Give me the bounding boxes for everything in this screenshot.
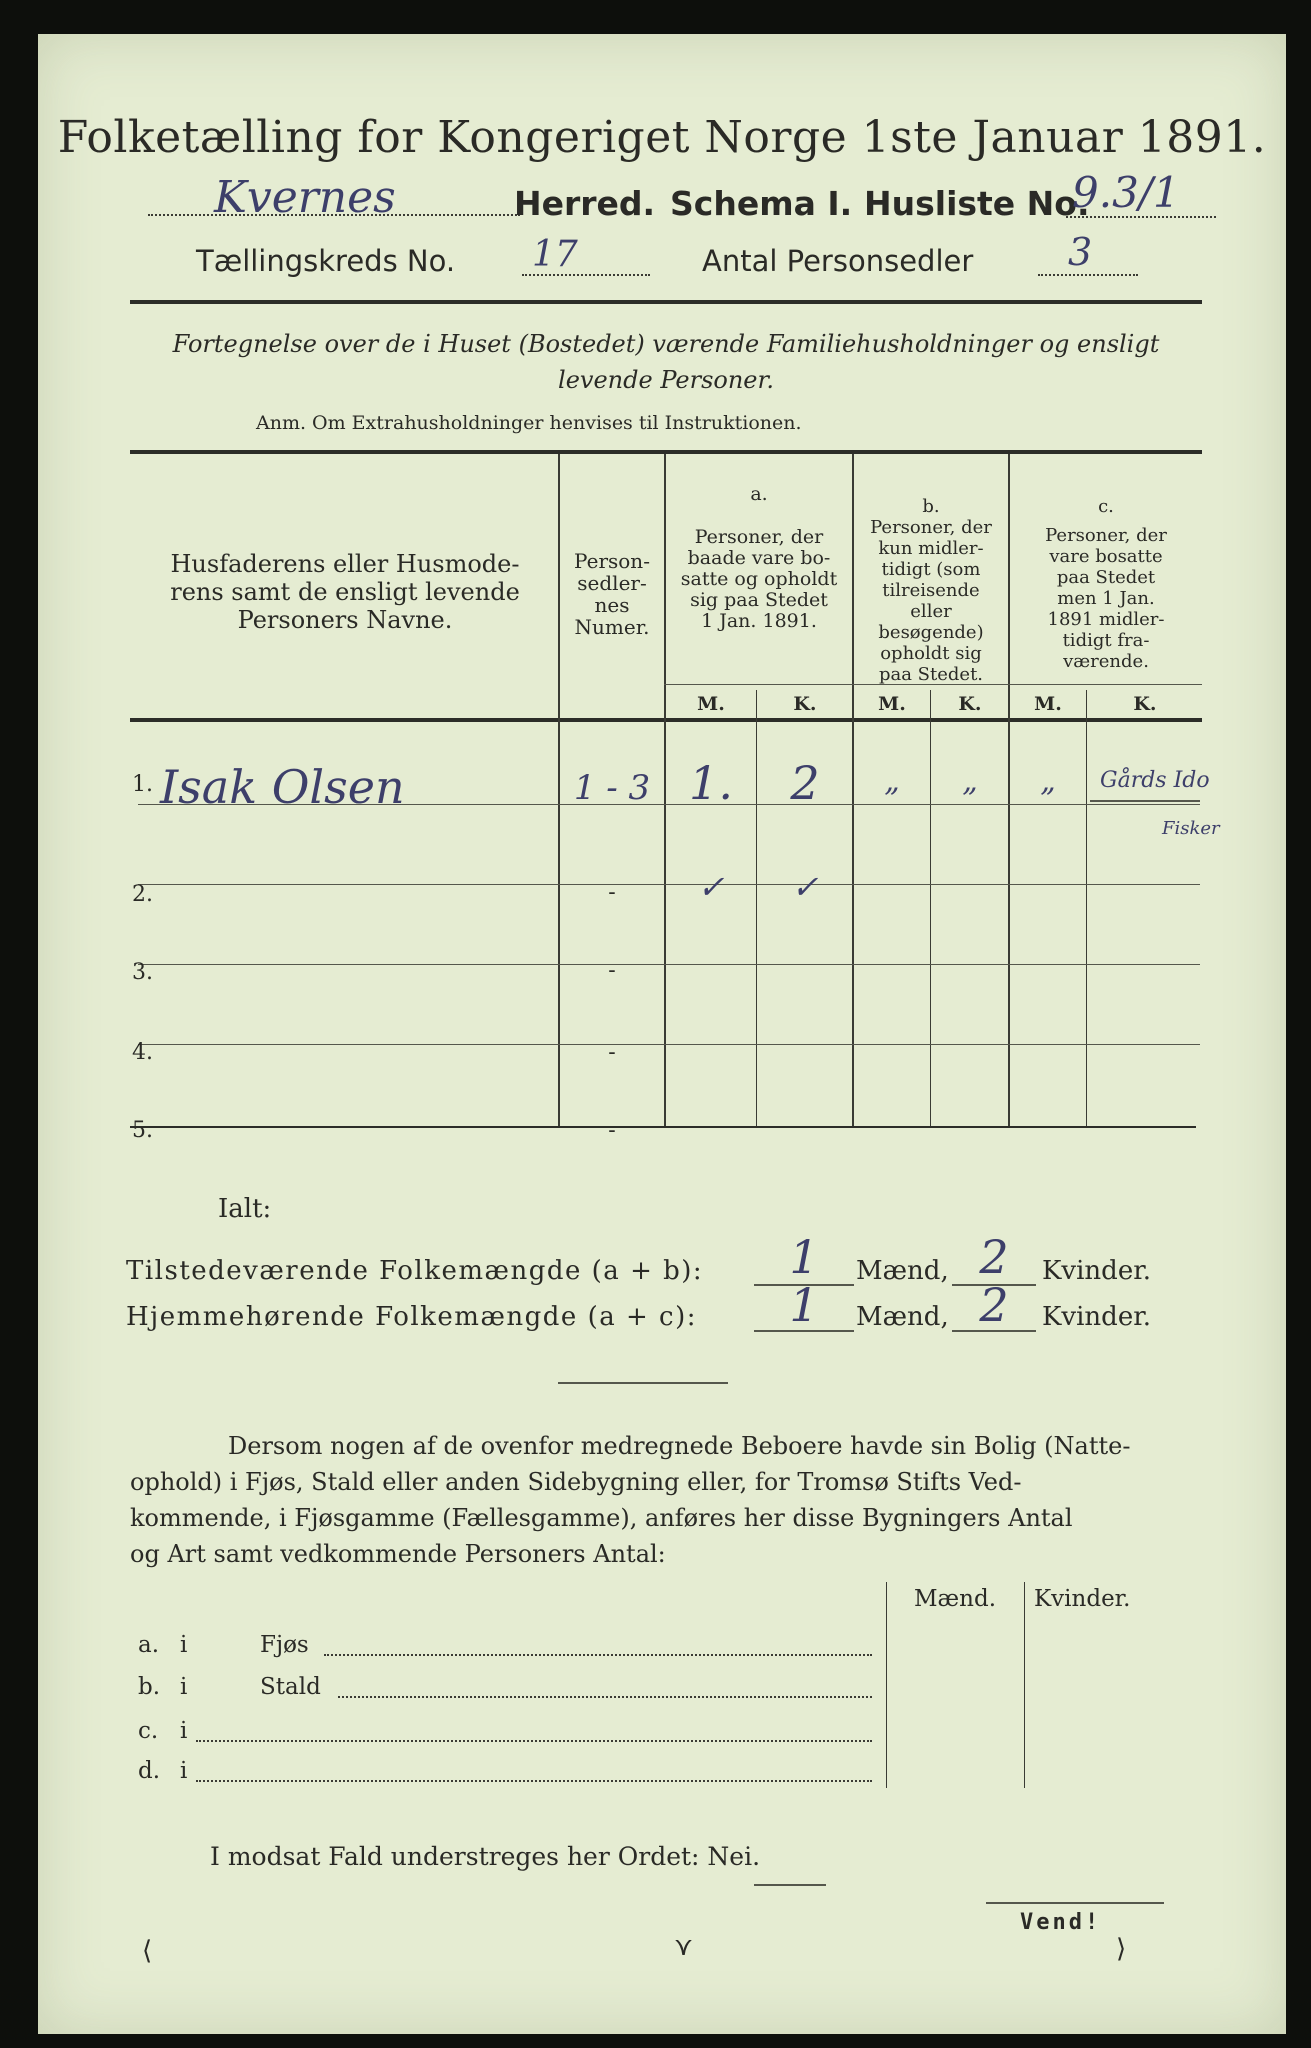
row-4-no: 4. [132,1040,153,1065]
row-1-note-underline [1090,800,1200,802]
nei-underline [754,1884,826,1886]
row-3-no: 3. [132,960,153,985]
building-c-letter: c. [138,1718,159,1744]
c-m-label: M. [1034,693,1062,715]
hjemme-k-value: 2 [979,1278,1009,1332]
hjemme-maend: Mænd, [856,1302,949,1332]
buildings-p3: kommende, i Fjøsgamme (Fællesgamme), anføres her disse Bygningers Antal [130,1504,1073,1532]
col-b-header: b. Personer, der kun midler- tidigt (som tilreisende eller besøgende) opholdt sig paa Stedet. [870,496,992,685]
building-d-dotline [196,1780,872,1782]
a-k-label: K. [793,693,817,715]
registration-mark-left: ⟨ [142,1936,153,1966]
anm-note: Anm. Om Extrahusholdninger henvises til Instruktionen. [256,412,802,434]
row-1-num: 1 - 3 [573,768,651,808]
buildings-col-divider-2 [1024,1582,1025,1788]
row-line-3 [138,964,1200,965]
col-divider-c-mk [1086,690,1087,1126]
row-4-num: - [608,1040,616,1065]
row-5-no: 5. [132,1118,153,1143]
building-c-dotline [196,1740,872,1742]
footer-note: I modsat Fald understreges her Ordet: Nei. [210,1842,761,1871]
row-1-a-k: 2 [790,756,820,810]
ialt-label: Ialt: [218,1194,272,1224]
building-a-i: i [180,1632,188,1658]
form-title: Folketælling for Kongeriget Norge 1ste Januar 1891. [57,112,1267,163]
antal-label: Antal Personsedler [702,244,974,278]
hjemme-m-value: 1 [789,1278,819,1332]
hjemme-kvinder: Kvinder. [1042,1302,1152,1332]
buildings-p4: og Art samt vedkommende Personers Antal: [130,1540,666,1568]
census-form-page [38,34,1286,2034]
buildings-p1: Dersom nogen af de ovenfor medregnede Beboere havde sin Bolig (Natte- [228,1432,1131,1460]
vend-rule [986,1902,1164,1904]
row-2-a-k: ✓ [791,868,819,906]
building-b-i: i [180,1674,188,1700]
tilstede-label: Tilstedeværende Folkemængde (a + b): [126,1256,704,1286]
building-d-i: i [180,1758,188,1784]
husliste-label: Husliste No. [864,184,1090,223]
tilstede-maend: Mænd, [856,1256,949,1286]
antal-dotline [1038,274,1138,276]
row-1-no: 1. [132,772,153,797]
intro-line2: levende Personer. [558,366,774,394]
col-num-header: Person- sedler- nes Numer. [574,549,650,639]
registration-mark-right: ⟩ [1116,1934,1127,1964]
tilstede-k-value: 2 [979,1230,1009,1284]
schema-label: Schema I. [670,184,853,223]
building-a-label: Fjøs [260,1632,309,1658]
col-name-header: Husfaderens eller Husmode- rens samt de ensligt levende Personers Navne. [170,550,520,634]
col-a-header: a. Personer, der baade vare bo- satte og opholdt sig paa Stedet 1 Jan. 1891. [680,483,838,632]
row-1-b-m: „ [884,764,900,799]
row-line-4 [138,1044,1200,1045]
registration-mark-center: ⋎ [674,1932,694,1962]
row-2-no: 2. [132,882,153,907]
hjemme-label: Hjemmehørende Folkemængde (a + c): [126,1302,697,1332]
table-header-rule [130,718,1202,722]
antal-value: 3 [1068,230,1093,274]
row-1-a-m: 1. [689,756,733,810]
buildings-p2: ophold) i Fjøs, Stald eller anden Sidebygning eller, for Tromsø Stifts Ved- [130,1468,1022,1496]
col-divider-b-mk [930,690,931,1126]
herred-value: Kvernes [214,172,396,223]
building-d-letter: d. [138,1758,161,1784]
row-3-num: - [608,958,616,983]
row-2-a-m: ✓ [697,868,725,906]
row-1-note-1: Gårds Ido [1100,768,1210,793]
building-c-i: i [180,1718,188,1744]
kreds-label: Tællingskreds No. [196,244,456,278]
b-m-label: M. [878,693,906,715]
header-rule [130,300,1202,304]
col-c-header: c. Personer, der vare bosatte paa Stedet men 1 Jan. 1891 midler- tidigt fra- værende. [1045,496,1167,672]
tilstede-m-value: 1 [789,1230,819,1284]
b-k-label: K. [958,693,982,715]
intro-line1: Fortegnelse over de i Huset (Bostedet) værende Familiehusholdninger og ensligt [172,330,1160,358]
husliste-value: 9.3/1 [1072,168,1180,217]
row-1-name: Isak Olsen [160,760,405,814]
tilstede-kvinder: Kvinder. [1042,1256,1152,1286]
building-a-letter: a. [138,1632,160,1658]
herred-label: Herred. [514,184,656,223]
row-5-num: - [608,1118,616,1143]
buildings-col-kvinder: Kvinder. [1034,1586,1131,1612]
buildings-col-maend: Mænd. [914,1586,997,1612]
buildings-col-divider-1 [886,1582,887,1788]
section-divider [558,1382,728,1384]
building-b-dotline [338,1696,872,1698]
col-divider-a-mk [756,690,757,1126]
row-1-b-k: „ [962,764,978,799]
building-b-letter: b. [138,1674,161,1700]
row-1-c-m: „ [1040,764,1056,799]
vend-label: Vend! [1020,1910,1102,1935]
row-2-num: - [608,880,616,905]
a-m-label: M. [697,693,725,715]
kreds-value: 17 [532,234,578,275]
table-top-rule [130,450,1202,454]
row-1-note-2: Fisker [1162,818,1220,839]
c-k-label: K. [1133,693,1157,715]
building-b-label: Stald [260,1674,321,1700]
building-a-dotline [324,1654,872,1656]
